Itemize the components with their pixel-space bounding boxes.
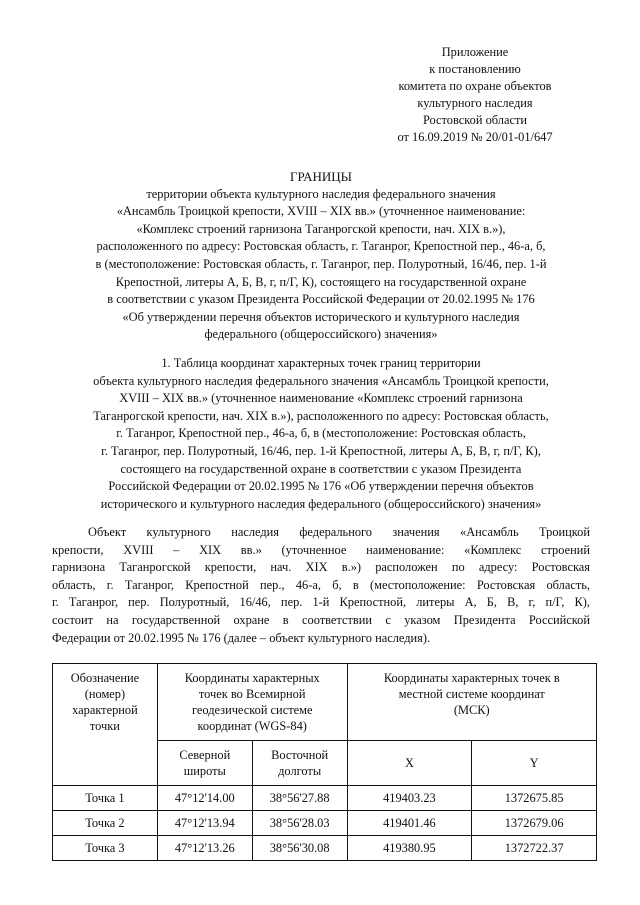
table-row xyxy=(53,836,597,861)
table-header-row xyxy=(53,664,597,741)
subheader-north xyxy=(157,741,252,786)
section-line: XVIII – XIX вв.» (уточненное наименование «Комплекс строений гарнизона xyxy=(119,391,523,406)
cell-point: Точка 2 xyxy=(53,811,158,836)
cell-point: Точка 3 xyxy=(53,836,158,861)
subheader-x: X xyxy=(347,741,472,786)
title-block xyxy=(52,168,590,344)
appendix-line: комитета по охране объектов xyxy=(398,79,552,93)
section-line: Российской Федерации от 20.02.1995 № 176 «Об утверждении перечня объектов xyxy=(108,479,534,494)
header-msk-cell xyxy=(347,664,596,741)
cell-y: 1372675.85 xyxy=(472,786,597,811)
document-heading: ГРАНИЦЫ xyxy=(290,169,352,184)
section-heading xyxy=(52,355,590,513)
section-line: Таганрогской крепости, нач. XIX в.»), расположенного по адресу: Ростовская область, xyxy=(93,408,549,423)
coordinates-table xyxy=(52,663,597,861)
appendix-line: Приложение xyxy=(441,45,509,59)
paragraph-line: состоит на государственной охране в соответствии с указом Президента Российской xyxy=(52,612,590,627)
paragraph-line: Объект культурного наследия федерального значения «Ансамбль Троицкой xyxy=(88,525,590,539)
title-line: в (местоположение: Ростовская область, г. Таганрог, пер. Полуротный, 16/46, пер. 1-й xyxy=(95,256,547,271)
title-line: «Об утверждении перечня объектов исторического и культурного наследия xyxy=(122,309,520,324)
appendix-line: Ростовской области xyxy=(422,113,528,127)
paragraph-line: область, г. Таганрог, Крепостной пер., 46-а, б, в (местоположение: Ростовская область, xyxy=(52,577,590,592)
subheader-y: Y xyxy=(472,741,597,786)
section-line: состоящего на государственной охране в соответствии с указом Президента xyxy=(120,461,522,476)
cell-x: 419401.46 xyxy=(347,811,472,836)
subheader-text: Восточной xyxy=(271,748,329,762)
subheader-text: широты xyxy=(183,764,226,778)
cell-y: 1372722.37 xyxy=(472,836,597,861)
title-line: федерального (общероссийского) значения» xyxy=(204,327,438,342)
paragraph-line: крепости, XVIII – XIX вв.» (уточненное наименование: «Комплекс строений xyxy=(52,542,590,557)
header-text: геодезической системе xyxy=(191,703,313,717)
cell-north: 47°12'14.00 xyxy=(157,786,252,811)
cell-y: 1372679.06 xyxy=(472,811,597,836)
paragraph-line: г. Таганрог, пер. Полуротный, 16/46, пер. 1-й Крепостной, литеры А, Б, В, г, п/Г, К), xyxy=(52,595,590,610)
cell-north: 47°12'13.94 xyxy=(157,811,252,836)
cell-east: 38°56'28.03 xyxy=(252,811,347,836)
cell-point: Точка 1 xyxy=(53,786,158,811)
paragraph-line: Федерации от 20.02.1995 № 176 (далее – объект культурного наследия). xyxy=(52,630,431,645)
title-line: «Комплекс строений гарнизона Таганрогской крепости, нач. XIX в.»), xyxy=(136,221,506,236)
header-text: Координаты характерных точек в xyxy=(383,671,560,685)
header-text: местной системе координат xyxy=(398,687,545,701)
header-text: точек во Всемирной xyxy=(198,687,306,701)
appendix-header xyxy=(360,44,590,146)
body-paragraph xyxy=(52,524,590,647)
title-line: территории объекта культурного наследия федерального значения xyxy=(146,186,496,201)
title-line: «Ансамбль Троицкой крепости, XVIII – XIX вв.» (уточненное наименование: xyxy=(116,204,526,219)
cell-x: 419380.95 xyxy=(347,836,472,861)
paragraph-line: гарнизона Таганрогской крепости, нач. XIX в.») расположен по адресу: Ростовская xyxy=(52,560,590,575)
header-text: (МСК) xyxy=(453,703,490,717)
appendix-line: к постановлению xyxy=(429,62,521,76)
section-line: г. Таганрог, пер. Полуротный, 16/46, пер. 1-й Крепостной, литеры А, Б, В, г, п/Г, К), xyxy=(101,443,541,458)
cell-east: 38°56'27.88 xyxy=(252,786,347,811)
cell-x: 419403.23 xyxy=(347,786,472,811)
table-row xyxy=(53,811,597,836)
header-wgs-cell xyxy=(157,664,347,741)
header-text: Обозначение xyxy=(70,671,140,685)
header-text: (номер) xyxy=(84,687,126,701)
section-line: исторического и культурного наследия федерального (общероссийского) значения» xyxy=(100,496,542,511)
table-row xyxy=(53,786,597,811)
appendix-line: культурного наследия xyxy=(417,96,533,110)
cell-north: 47°12'13.26 xyxy=(157,836,252,861)
header-point-cell xyxy=(53,664,158,786)
subheader-text: Северной xyxy=(179,748,231,762)
title-line: расположенного по адресу: Ростовская область, г. Таганрог, Крепостной пер., 46-а, б, xyxy=(96,239,546,254)
section-line: объекта культурного наследия федерального значения «Ансамбль Троицкой крепости, xyxy=(93,373,549,388)
header-text: координат (WGS-84) xyxy=(197,719,307,733)
subheader-text: долготы xyxy=(278,764,322,778)
appendix-date-number: от 16.09.2019 № 20/01-01/647 xyxy=(397,130,553,144)
header-text: характерной xyxy=(72,703,138,717)
subheader-east xyxy=(252,741,347,786)
title-line: в соответствии с указом Президента Российской Федерации от 20.02.1995 № 176 xyxy=(107,292,535,307)
section-line: 1. Таблица координат характерных точек границ территории xyxy=(161,356,481,370)
header-text: точки xyxy=(89,719,120,733)
header-text: Координаты характерных xyxy=(184,671,320,685)
title-line: Крепостной, литеры А, Б, В, г, п/Г, К), состоящего на государственной охране xyxy=(115,274,527,289)
cell-east: 38°56'30.08 xyxy=(252,836,347,861)
section-line: г. Таганрог, Крепостной пер., 46-а, б, в (местоположение: Ростовская область, xyxy=(116,426,526,441)
